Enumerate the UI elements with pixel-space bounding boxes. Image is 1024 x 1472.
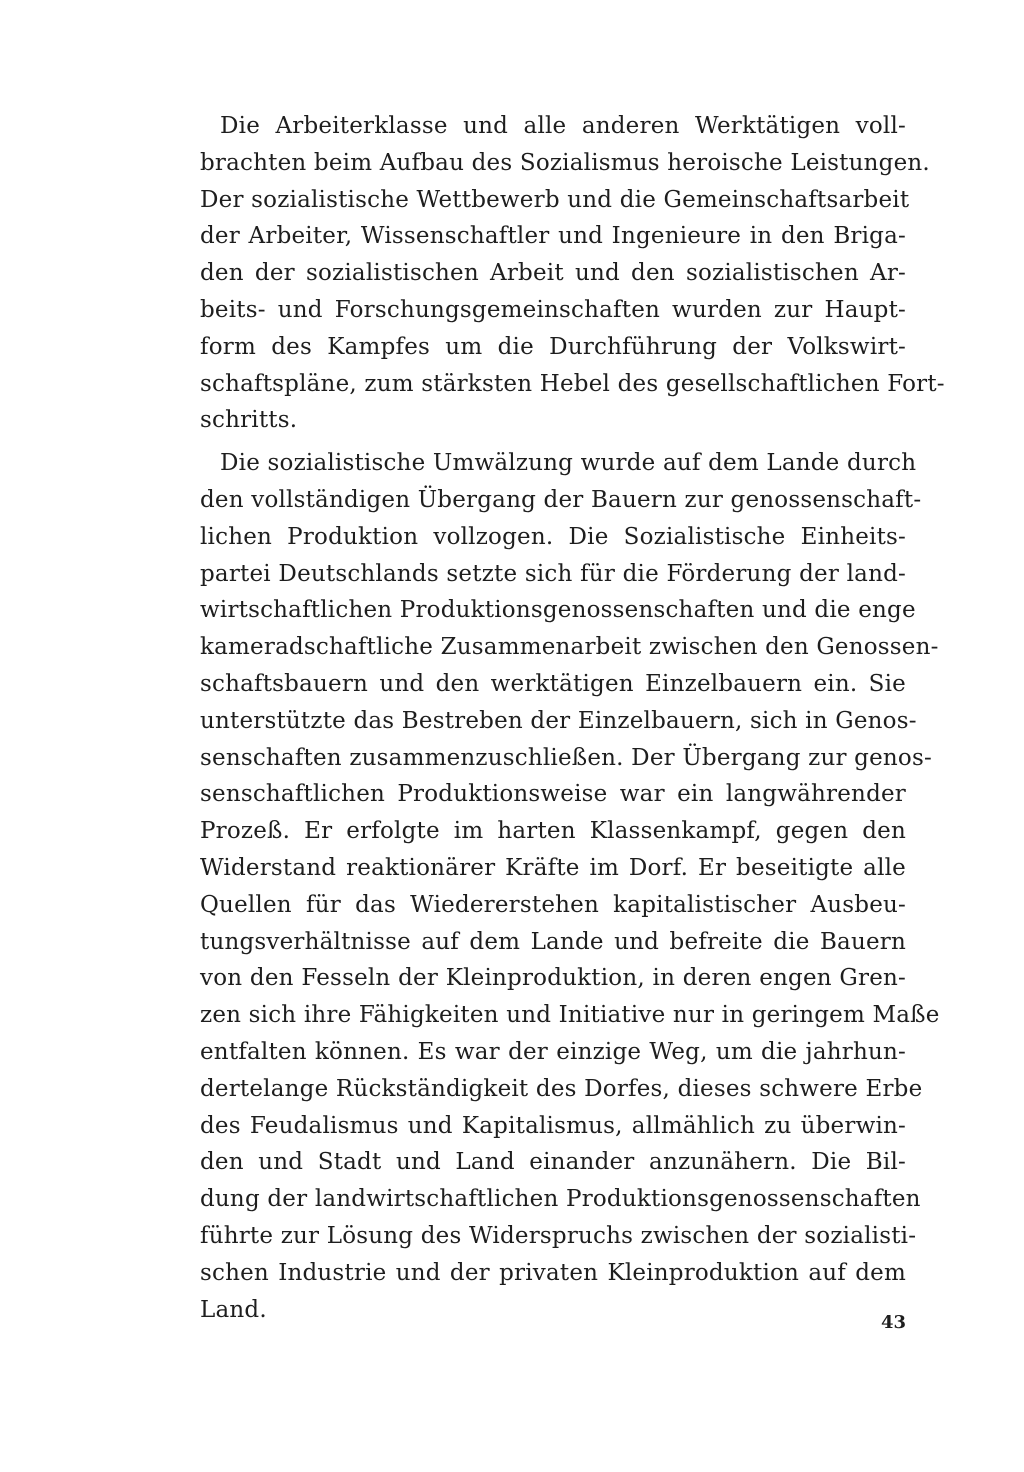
text-line: unterstützte das Bestreben der Einzelbauern, sich in Genos- [200, 707, 917, 734]
text-line: beits- und Forschungsgemeinschaften wurden zur Haupt- [200, 296, 906, 323]
text-line: Der sozialistische Wettbewerb und die Gemeinschaftsarbeit [200, 186, 910, 213]
text-line: führte zur Lösung des Widerspruchs zwischen der sozialisti- [200, 1222, 917, 1249]
text-line: senschaften zusammenzuschließen. Der Übergang zur genos- [200, 744, 932, 771]
text-line: entfalten können. Es war der einzige Weg, um die jahrhun- [200, 1038, 906, 1065]
text-line: dung der landwirtschaftlichen Produktionsgenossenschaften [200, 1186, 921, 1213]
text-line: tungsverhältnisse auf dem Lande und befreite die Bauern [200, 928, 906, 955]
text-line: den und Stadt und Land einander anzunähern. Die Bil- [200, 1149, 906, 1176]
text-line: senschaftlichen Produktionsweise war ein langwährender [200, 781, 906, 808]
text-line: kameradschaftliche Zusammenarbeit zwischen den Genossen- [200, 634, 939, 661]
text-line: Land. [200, 1296, 267, 1323]
text-line: dertelange Rückständigkeit des Dorfes, dieses schwere Erbe [200, 1075, 923, 1102]
text-line: den vollständigen Übergang der Bauern zur genossenschaft- [200, 486, 922, 513]
text-line: brachten beim Aufbau des Sozialismus heroische Leistungen. [200, 149, 930, 176]
text-line: schritts. [200, 407, 298, 434]
text-line: lichen Produktion vollzogen. Die Sozialistische Einheits- [200, 523, 906, 550]
text-line: Quellen für das Wiedererstehen kapitalistischer Ausbeu- [200, 891, 906, 918]
text-line: schaftsbauern und den werktätigen Einzelbauern ein. Sie [200, 670, 906, 697]
text-line: wirtschaftlichen Produktionsgenossenschaften und die enge [200, 597, 916, 624]
page-number: 43 [880, 1312, 906, 1333]
text-line: den der sozialistischen Arbeit und den sozialistischen Ar- [200, 260, 906, 287]
text-line: partei Deutschlands setzte sich für die Förderung der land- [200, 560, 906, 587]
text-line: zen sich ihre Fähigkeiten und Initiative nur in geringem Maße [200, 1002, 940, 1029]
body-text [200, 108, 945, 1328]
text-line: Widerstand reaktionärer Kräfte im Dorf. Er beseitigte alle [200, 854, 906, 881]
text-line: form des Kampfes um die Durchführung der Volkswirt- [200, 333, 906, 360]
paragraph-1 [200, 108, 945, 439]
text-line: von den Fesseln der Kleinproduktion, in deren engen Gren- [200, 965, 906, 992]
text-line: Prozeß. Er erfolgte im harten Klassenkampf, gegen den [200, 818, 906, 845]
text-line: der Arbeiter, Wissenschaftler und Ingenieure in den Briga- [200, 223, 906, 250]
text-line: schaftspläne, zum stärksten Hebel des gesellschaftlichen Fort- [200, 370, 945, 397]
text-line: Die sozialistische Umwälzung wurde auf dem Lande durch [220, 450, 917, 477]
text-line: Die Arbeiterklasse und alle anderen Werktätigen voll- [220, 113, 906, 139]
paragraph-2 [200, 445, 940, 1328]
text-line: des Feudalismus und Kapitalismus, allmählich zu überwin- [200, 1112, 906, 1139]
text-line: schen Industrie und der privaten Kleinproduktion auf dem [200, 1259, 906, 1286]
